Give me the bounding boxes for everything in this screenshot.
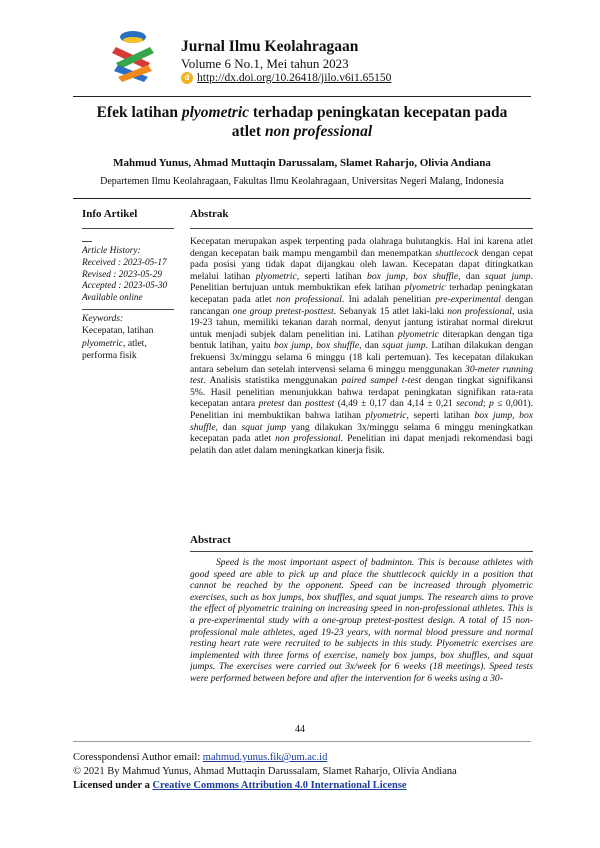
copyright: © 2021 By Mahmud Yunus, Ahmad Muttaqin Darussalam, Slamet Raharjo, Olivia Andiana (73, 766, 457, 777)
abstrak-text: Kecepatan merupakan aspek terpenting pada olahraga bulutangkis. Hal ini karena atlet dengan kecepatan baik mampu mengambil dan menempatkan shuttlecock dengan cepat pada posisi yang tidak dapat dijangkau oleh lawan. Kecepatan dapat ditingkatkan melalui latihan plyometric, seperti latihan box jump, box shuffle, dan squat jump. Penelitian bertujuan untuk membuktikan efek latihan plyometric terhadap peningkatan kecepatan pada atlet non professional. Ini adalah penelitian pre-experimental dengan rancangan one group pretest-posttest. Sebanyak 15 atlet laki-laki non professional, usia 19-23 tahun, memiliki tekanan darah normal, denyut jantung istirahat normal direkrut untuk menjadi subjek dalam penelitian ini. Latihan plyometric diterapkan dengan tiga bentuk latihan, yaitu box jump, box shuffle, dan squat jump. Latihan dilakukan dengan frekuensi 3x/minggu selama 6 minggu (18 kali pertemuan). Tes kecepatan dilakukan antara sebelum dan setelah intervensi selama 6 minggu menggunakan 30-meter running test. Analisis statistika menggunakan paired sampel t-test dengan tingkat signifikansi 5%. Hasil penelitian menunjukkan bahwa terdapat peningkatan signifikan rata-rata kecepatan antara pretest dan posttest (4,49 ± 0,17 dan 4,14 ± 0,21 second; p ≤ 0,001). Penelitian ini membuktikan bahwa latihan plyometric, seperti latihan box jump, box shuffle, dan squat jump yang dilakukan 3x/minggu selama 6 minggu meningkatkan kecepatan pada atlet non professional. Penelitian ini dapat menjadi rekomendasi bagi pelatih dan atlet dalam meningkatkan kinerja fisik. (190, 236, 534, 456)
corresponding-author: Coresspondensi Author email: mahmud.yunus.fik@um.ac.id (73, 752, 328, 763)
accepted-date: Accepted : 2023-05-30 (82, 281, 168, 292)
info-heading: Info Artikel (82, 208, 138, 220)
doi-row (181, 72, 391, 84)
received-date: Received : 2023-05-17 (82, 257, 167, 268)
authors: Mahmud Yunus, Ahmad Muttaqin Darussalam, Slamet Raharjo, Olivia Andiana (113, 157, 491, 169)
doi-icon: d (181, 72, 193, 84)
abstrak-divider (190, 228, 533, 229)
history-label: Article History: (82, 246, 141, 256)
info-dash (82, 241, 92, 242)
abstrak-heading: Abstrak (190, 208, 229, 220)
abstract-text: Speed is the most important aspect of badminton. This is because athletes with good speed are able to pick up and place the shuttlecock quickly in a position that cannot be reached by the opponent. Speed can be increased through plyometric exercises, such as box jumps, box shuffles, and squat jumps. The research aims to prove the effect of plyometric training on increasing speed in non-professional athletes. This is a pre-experimental study with a one-group pretest-posttest design. A total of 15 non-professional male athletes, aged 19-23 years, with normal blood pressure and normal resting heart rate were recruited to be subjects in this study. Plyometric exercises are implemented with three forms of exercise, namely box jumps, box shuffles, and squat jumps. The exercises were carried out 3x/week for 6 weeks (18 meetings). Speed tests were performed between before and after the intervention for 6 weeks using a 30- (190, 557, 533, 684)
page-number: 44 (295, 724, 305, 735)
abstract-divider (190, 551, 533, 552)
journal-logo (108, 27, 158, 83)
revised-date: Revised : 2023-05-29 (82, 269, 163, 280)
available-online: Available online (82, 293, 143, 304)
article-history (82, 246, 182, 305)
email-link[interactable]: mahmud.yunus.fik@um.ac.id (202, 752, 328, 763)
doi-link[interactable]: http://dx.doi.org/10.26418/jilo.v6i1.65150 (197, 72, 392, 84)
journal-volume: Volume 6 No.1, Mei tahun 2023 (181, 56, 349, 71)
keyword-line: Kecepatan, latihan (82, 325, 154, 337)
journal-name: Jurnal Ilmu Keolahragaan (181, 38, 359, 55)
header-divider (73, 96, 531, 97)
keywords-divider (82, 309, 174, 310)
info-divider (82, 228, 174, 229)
keywords-label: Keywords: (82, 313, 124, 324)
keyword-line: performa fisik (82, 349, 137, 361)
license-link[interactable]: Creative Commons Attribution 4.0 International License (152, 780, 407, 791)
abstract-heading: Abstract (190, 534, 231, 546)
affiliation-divider (73, 198, 531, 199)
keyword-line: plyometric, atlet, (82, 337, 147, 349)
license: Licensed under a Creative Commons Attribution 4.0 International License (73, 780, 407, 791)
footer-divider (73, 741, 531, 742)
affiliation: Departemen Ilmu Keolahragaan, Fakultas Ilmu Keolahragaan, Universitas Negeri Malang, Indonesia (100, 176, 504, 187)
paper-title: Efek latihan plyometric terhadap peningkatan kecepatan pada atlet non professional (96, 104, 508, 140)
keywords (82, 313, 182, 362)
